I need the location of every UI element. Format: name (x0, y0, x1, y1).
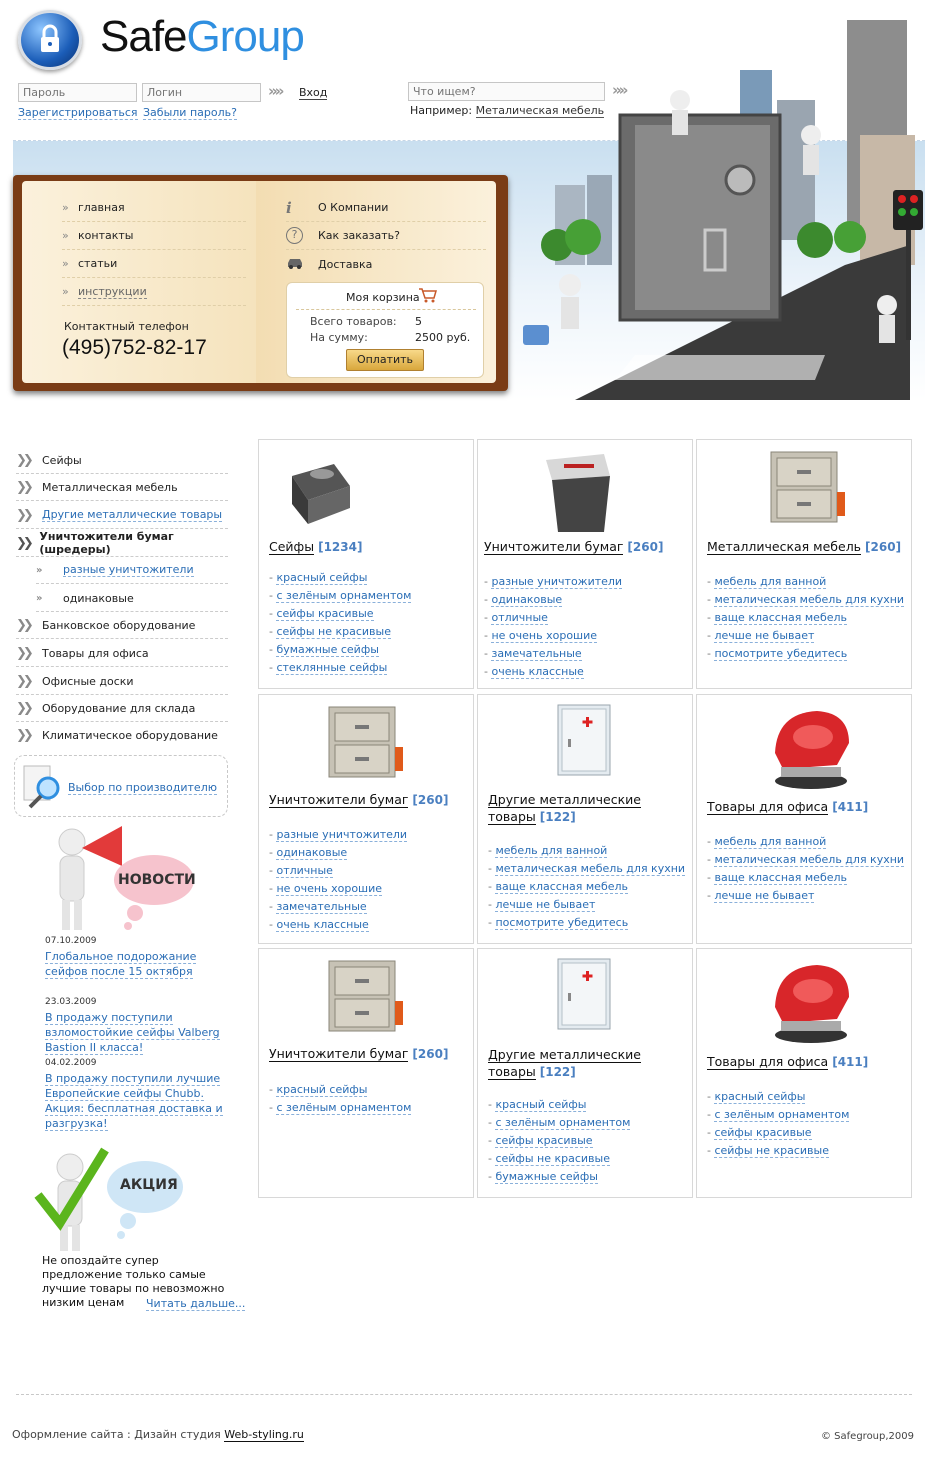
category-link[interactable]: сейфы красивые (276, 607, 374, 620)
nav-label: Доставка (318, 257, 373, 271)
category-title-text[interactable]: Уничтожители бумаг (269, 792, 409, 807)
category-link[interactable]: с зелёным орнаментом (276, 589, 412, 602)
category-title-text[interactable]: Уничтожители бумаг (269, 1046, 409, 1061)
category-card (477, 948, 693, 1198)
category-links (707, 573, 904, 663)
list-item: - не очень хорошие (269, 882, 383, 895)
cart-sum-label: На сумму: (310, 331, 368, 344)
read-more-link[interactable]: Читать дальше... (146, 1297, 246, 1310)
category-title[interactable] (707, 538, 901, 556)
double-chevron-icon: ❯❯ (16, 728, 30, 743)
left-menu-item[interactable] (16, 722, 228, 749)
category-card (477, 694, 693, 944)
list-item: - бумажные сейфы (488, 1170, 598, 1183)
double-chevron-icon: ❯❯ (16, 535, 30, 551)
list-item: - ваще классная мебель (488, 880, 629, 893)
list-item: - разные уничтожители (269, 828, 408, 841)
category-link[interactable]: металическая мебель для кухни (714, 853, 905, 866)
news-link[interactable]: В продажу поступили лучшие Европейские сейфы Chubb. Акция: бесплатная доставка и разгрузка! (45, 1072, 223, 1130)
list-item: - ваще классная мебель (707, 611, 848, 624)
nav-label: статьи (78, 257, 118, 270)
category-count: [1234] (318, 540, 363, 554)
category-link[interactable]: бумажные сейфы (495, 1170, 598, 1183)
category-title[interactable] (269, 538, 362, 556)
chevron-right-icon: » (62, 229, 69, 242)
promo-heading: АКЦИЯ (120, 1177, 178, 1193)
double-chevron-icon: ❯❯ (16, 673, 30, 689)
category-links (484, 573, 622, 681)
category-count: [411] (832, 1055, 869, 1069)
list-item: - сейфы не красивые (707, 1144, 829, 1157)
category-link[interactable]: одинаковые (491, 593, 563, 606)
category-link[interactable]: сейфы не красивые (495, 1152, 610, 1165)
login-button[interactable]: Вход (299, 86, 328, 99)
category-link[interactable]: ваще классная мебель (714, 871, 848, 884)
list-item: - одинаковые (484, 593, 563, 606)
double-chevron-icon: ❯❯ (16, 617, 30, 633)
list-item: - ваще классная мебель (707, 871, 848, 884)
category-card (696, 694, 912, 944)
category-title-text[interactable]: Другие металлические товары (488, 1047, 641, 1079)
cart-items-label: Всего товаров: (310, 315, 397, 328)
list-item: - с зелёным орнаментом (269, 1101, 412, 1114)
category-link[interactable]: сейфы красивые (714, 1126, 812, 1139)
menu-label: Уничтожители бумаг (шредеры) (39, 530, 174, 556)
category-link[interactable]: металическая мебель для кухни (495, 862, 686, 875)
left-menu-item[interactable] (16, 640, 228, 667)
category-card (477, 439, 693, 689)
left-submenu-item[interactable] (36, 557, 228, 584)
city-safe-illustration (515, 15, 935, 410)
list-item: - разные уничтожители (484, 575, 623, 588)
cart-items-count: 5 (415, 315, 422, 328)
hole-punch-product-image[interactable] (767, 703, 855, 795)
nav-item-about[interactable] (286, 194, 486, 222)
menu-label[interactable]: разные уничтожители (63, 563, 194, 576)
logo-lock-icon[interactable] (18, 10, 82, 70)
pay-button[interactable]: Оплатить (346, 349, 424, 371)
nav-item-home[interactable] (62, 194, 246, 222)
phone-label: Контактный телефон (64, 320, 189, 333)
login-input[interactable] (142, 83, 261, 102)
news-date: 23.03.2009 (45, 997, 97, 1007)
category-link[interactable]: с зелёным орнаментом (714, 1108, 850, 1121)
category-link[interactable]: очень классные (491, 665, 584, 678)
filing-cabinet-product-image[interactable] (325, 703, 407, 779)
filing-cabinet-product-image[interactable] (767, 448, 849, 524)
list-item: - одинаковые (269, 846, 348, 859)
list-item: - лечше не бывает (707, 889, 815, 902)
category-links (707, 1088, 849, 1160)
menu-label: Металлическая мебель (42, 480, 178, 494)
list-item: - с зелёным орнаментом (707, 1108, 850, 1121)
hole-punch-product-image[interactable] (767, 957, 855, 1049)
category-links (488, 1096, 630, 1186)
news-item[interactable] (45, 1010, 245, 1055)
chevron-right-icon: » (62, 257, 69, 270)
category-title[interactable] (484, 538, 663, 556)
category-count: [411] (832, 800, 869, 814)
category-link[interactable]: мебель для ванной (714, 835, 827, 848)
list-item: - сейфы не красивые (269, 625, 391, 638)
category-link[interactable]: бумажные сейфы (276, 643, 379, 656)
category-link[interactable]: красный сейфы (276, 571, 368, 584)
category-link[interactable]: ваще классная мебель (714, 611, 848, 624)
cart-sum-value: 2500 руб. (415, 331, 471, 344)
nav-item-instructions[interactable] (62, 278, 246, 306)
list-item: - посмотрите убедитесь (707, 647, 848, 660)
category-link[interactable]: лечше не бывает (714, 629, 815, 642)
left-menu-item[interactable] (16, 447, 228, 474)
nav-label: главная (78, 201, 125, 214)
category-link[interactable]: красный сейфы (276, 1083, 368, 1096)
category-link[interactable]: замечательные (276, 900, 367, 913)
logo-part-group: Group (186, 12, 304, 61)
list-item: - мебель для ванной (707, 835, 827, 848)
category-link[interactable]: лечше не бывает (714, 889, 815, 902)
category-title-text[interactable]: Сейфы (269, 539, 315, 554)
chevron-right-icon: » (62, 201, 69, 214)
category-title-text[interactable]: Металлическая мебель (707, 539, 862, 554)
list-item: - с зелёным орнаментом (269, 589, 412, 602)
nav-label: Как заказать? (318, 229, 400, 242)
example-link[interactable]: Металическая мебель (475, 104, 605, 117)
info-icon: i (286, 198, 292, 217)
category-link[interactable]: посмотрите убедитесь (495, 916, 629, 929)
list-item: - отличные (269, 864, 333, 877)
list-item: - сейфы не красивые (488, 1152, 610, 1165)
chevron-right-icon: » (36, 592, 40, 604)
category-count: [260] (412, 793, 449, 807)
list-item: - бумажные сейфы (269, 643, 379, 656)
nav-item-contacts[interactable] (62, 222, 246, 250)
category-title[interactable] (488, 1046, 658, 1081)
category-card (258, 439, 474, 689)
footer-credits (12, 1428, 304, 1441)
nav-label: контакты (78, 229, 134, 242)
category-links (269, 1081, 411, 1117)
category-link[interactable]: разные уничтожители (276, 828, 408, 841)
list-item: - не очень хорошие (484, 629, 598, 642)
category-link[interactable]: стеклянные сейфы (276, 661, 388, 674)
double-chevron-icon: ❯❯ (16, 507, 30, 523)
chevron-right-icon: » (36, 564, 40, 576)
category-link[interactable]: сейфы не красивые (714, 1144, 829, 1157)
category-count: [260] (412, 1047, 449, 1061)
category-link[interactable]: одинаковые (276, 846, 348, 859)
list-item: - очень классные (484, 665, 584, 678)
medical-cabinet-product-image[interactable] (556, 703, 614, 779)
category-links (707, 833, 904, 905)
list-item: - металическая мебель для кухни (488, 862, 686, 875)
list-item: - мебель для ванной (488, 844, 608, 857)
category-link[interactable]: сейфы не красивые (276, 625, 391, 638)
menu-label: Оборудование для склада (42, 701, 196, 715)
category-link[interactable]: с зелёным орнаментом (276, 1101, 412, 1114)
menu-label: Климатическое оборудование (42, 729, 218, 742)
promo-text: Не опоздайте супер предложение только самые лучшие товары по невозможно низким ценам (42, 1254, 225, 1309)
category-link[interactable]: красный сейфы (495, 1098, 587, 1111)
category-card (696, 948, 912, 1198)
category-links (269, 569, 411, 677)
list-item: - красный сейфы (269, 571, 368, 584)
category-link[interactable]: не очень хорошие (491, 629, 598, 642)
category-link[interactable]: с зелёным орнаментом (495, 1116, 631, 1129)
category-title[interactable] (488, 791, 658, 826)
list-item: - сейфы красивые (707, 1126, 812, 1139)
nav-item-delivery[interactable] (286, 250, 486, 278)
left-menu-item[interactable] (16, 612, 228, 639)
category-link[interactable]: ваще классная мебель (495, 880, 629, 893)
category-card (258, 694, 474, 944)
menu-label: одинаковые (63, 591, 134, 605)
double-chevron-icon: »» (268, 82, 282, 100)
category-count: [260] (865, 540, 902, 554)
category-title[interactable] (707, 1053, 868, 1071)
list-item: - замечательные (269, 900, 367, 913)
menu-label: Банковское оборудование (42, 618, 196, 632)
left-menu-item[interactable] (16, 502, 228, 529)
list-item: - сейфы красивые (269, 607, 374, 620)
list-item: - очень классные (269, 918, 369, 931)
cart-icon[interactable] (418, 287, 438, 306)
register-link[interactable]: Зарегистрироваться (18, 106, 138, 119)
category-link[interactable]: металическая мебель для кухни (714, 593, 905, 606)
double-chevron-icon: ❯❯ (16, 700, 30, 716)
category-link[interactable]: разные уничтожители (491, 575, 623, 588)
category-card (696, 439, 912, 689)
category-link[interactable]: мебель для ванной (495, 844, 608, 857)
category-title-text[interactable]: Товары для офиса (707, 1054, 829, 1069)
news-link[interactable]: В продажу поступили взломостойкие сейфы Valberg Bastion II класса! (45, 1011, 220, 1054)
category-count: [122] (539, 810, 576, 824)
news-item[interactable] (45, 949, 240, 979)
double-chevron-icon: ❯❯ (16, 645, 30, 661)
footer-design-label: Оформление сайта : Дизайн студия (12, 1428, 221, 1441)
menu-label: Офисные доски (42, 674, 134, 688)
category-count: [260] (627, 540, 664, 554)
site-logo[interactable] (100, 12, 304, 62)
manufacturer-link[interactable]: Выбор по производителю (68, 781, 217, 794)
category-link[interactable]: очень классные (276, 918, 369, 931)
category-title-text[interactable]: Товары для офиса (707, 799, 829, 814)
news-date: 07.10.2009 (45, 936, 97, 946)
category-title[interactable] (707, 798, 868, 816)
category-link[interactable]: красный сейфы (714, 1090, 806, 1103)
shredder-product-image[interactable] (542, 446, 614, 534)
news-link[interactable]: Глобальное подорожание сейфов после 15 октября (45, 950, 197, 978)
phone-number: (495)752-82-17 (62, 336, 207, 359)
forgot-password-link[interactable]: Забыли пароль? (143, 106, 237, 119)
footer-design-link[interactable]: Web-styling.ru (224, 1428, 304, 1441)
left-menu-item-active[interactable] (16, 530, 228, 557)
list-item: - красный сейфы (707, 1090, 806, 1103)
magnifier-document-icon (20, 762, 66, 813)
list-item: - лечше не бывает (707, 629, 815, 642)
category-link[interactable]: лечше не бывает (495, 898, 596, 911)
left-menu-item[interactable] (16, 695, 228, 722)
category-count: [122] (539, 1065, 576, 1079)
search-submit-icon[interactable]: »» (612, 81, 626, 99)
list-item: - металическая мебель для кухни (707, 593, 905, 606)
left-submenu-item[interactable] (36, 585, 228, 612)
nav-item-articles[interactable] (62, 250, 246, 278)
category-title-text[interactable]: Уничтожители бумаг (484, 539, 624, 554)
nav-label: инструкции (78, 284, 147, 298)
list-item: - красный сейфы (269, 1083, 368, 1096)
news-heading: НОВОСТИ (118, 872, 196, 888)
menu-label: Товары для офиса (42, 646, 149, 660)
category-link[interactable]: мебель для ванной (714, 575, 827, 588)
list-item: - замечательные (484, 647, 582, 660)
list-item: - красный сейфы (488, 1098, 587, 1111)
category-card (258, 948, 474, 1198)
double-chevron-icon: ❯❯ (16, 479, 30, 495)
safe-product-image[interactable] (284, 446, 354, 526)
password-input[interactable] (18, 83, 137, 102)
category-title[interactable] (269, 791, 448, 809)
category-link[interactable]: посмотрите убедитесь (714, 647, 848, 660)
category-title[interactable] (269, 1045, 448, 1063)
category-link[interactable]: отличные (491, 611, 548, 624)
menu-label: Сейфы (42, 453, 82, 467)
chevron-right-icon: » (62, 285, 69, 298)
category-links (269, 826, 407, 934)
nav-label: О Компании (318, 201, 389, 214)
cart-title[interactable]: Моя корзина (346, 291, 420, 304)
double-chevron-icon: ❯❯ (16, 452, 30, 468)
promo-checkmark-illustration (30, 1145, 190, 1255)
left-menu-item[interactable] (16, 474, 228, 501)
news-date: 04.02.2009 (45, 1058, 97, 1068)
category-links (488, 842, 685, 932)
footer-copyright: © Safegroup,2009 (821, 1431, 914, 1442)
list-item: - металическая мебель для кухни (707, 853, 905, 866)
list-item: - лечше не бывает (488, 898, 596, 911)
category-link[interactable]: сейфы красивые (495, 1134, 593, 1147)
list-item: - посмотрите убедитесь (488, 916, 629, 929)
category-title-text[interactable]: Другие металлические товары (488, 792, 641, 824)
list-item: - отличные (484, 611, 548, 624)
list-item: - сейфы красивые (488, 1134, 593, 1147)
news-item[interactable] (45, 1071, 245, 1131)
medical-cabinet-product-image[interactable] (556, 957, 614, 1033)
category-link[interactable]: отличные (276, 864, 333, 877)
category-link[interactable]: не очень хорошие (276, 882, 383, 895)
question-icon: ? (286, 227, 318, 244)
car-icon (286, 257, 318, 272)
filing-cabinet-product-image[interactable] (325, 957, 407, 1033)
list-item: - с зелёным орнаментом (488, 1116, 631, 1129)
category-link[interactable]: замечательные (491, 647, 582, 660)
left-menu-item[interactable] (16, 668, 228, 695)
menu-label[interactable]: Другие металлические товары (42, 508, 223, 521)
example-label: Например: (410, 104, 473, 117)
nav-item-how-to-order[interactable] (286, 222, 486, 250)
footer-divider (16, 1394, 912, 1395)
list-item: - стеклянные сейфы (269, 661, 388, 674)
list-item: - мебель для ванной (707, 575, 827, 588)
logo-part-safe: Safe (100, 12, 187, 61)
